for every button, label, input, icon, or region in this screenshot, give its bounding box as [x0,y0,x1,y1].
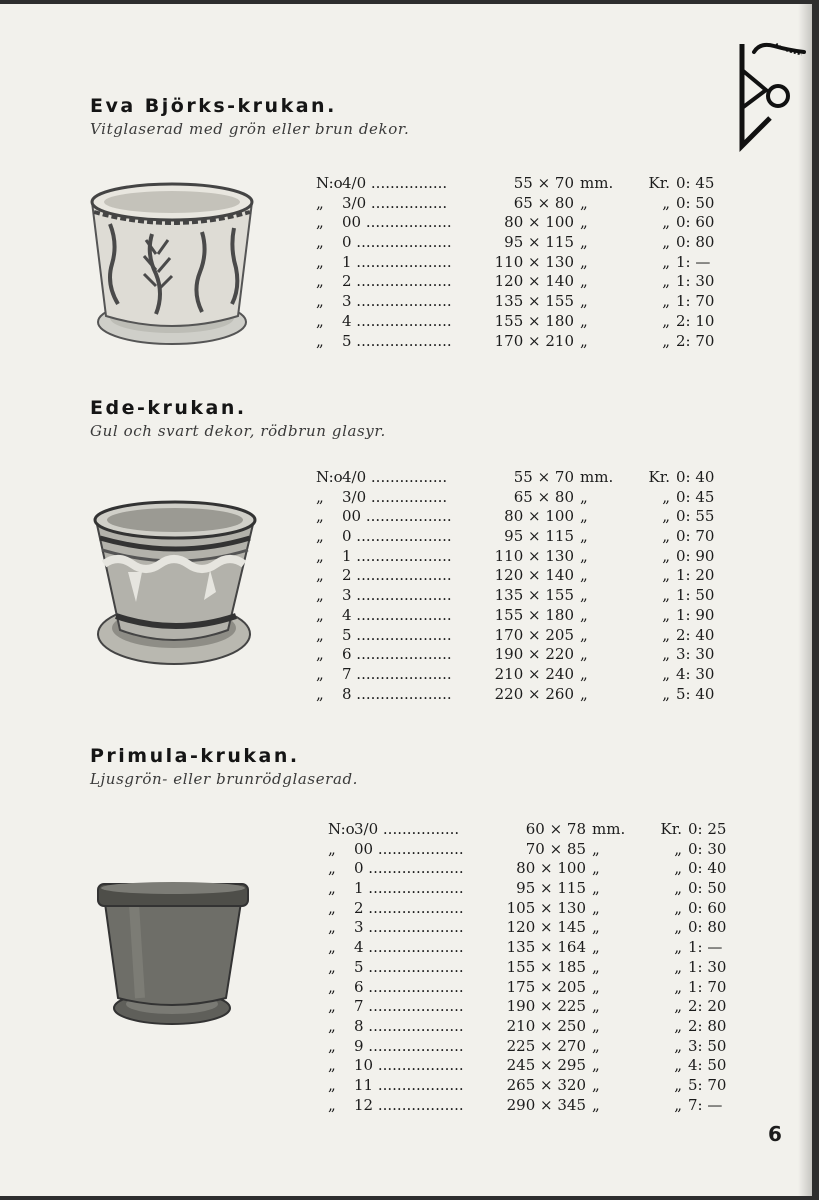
price: 5: 40 [676,684,715,703]
currency: „ [662,213,670,232]
item-number: 3/0 ................ [342,487,448,506]
ditto-mark: „ [316,193,324,212]
price: 7: — [688,1095,723,1114]
dimensions-mm: 60 × 78 [525,820,586,838]
item-number: 1 .................... [354,879,464,898]
dimensions-mm: 190 × 225 [506,997,586,1016]
item-number: 00 .................. [342,213,452,232]
price: 1: 70 [688,977,727,996]
item-number: 0 .................... [342,527,452,546]
price: 0: 80 [676,233,715,252]
unit: „ [580,292,588,311]
item-number: 4 .................... [342,605,452,624]
ditto-mark: „ [328,1036,336,1055]
currency: Kr. [648,468,670,486]
unit: „ [580,546,588,565]
currency: „ [662,566,670,585]
dimensions-mm: 210 × 240 [494,664,574,683]
item-number: 7 .................... [342,664,452,683]
ditto-mark: „ [328,879,336,898]
ditto-mark: „ [316,233,324,252]
dimensions-mm: 65 × 80 [513,193,574,212]
unit: „ [592,918,600,937]
dimensions-mm: 110 × 130 [494,252,574,271]
item-number: 0 .................... [342,233,452,252]
item-number: 00 .................. [342,507,452,526]
ditto-mark: „ [328,1075,336,1094]
section-title: Ede-krukan. [90,397,247,419]
ditto-mark: „ [316,292,324,311]
dimensions-mm: 55 × 70 [513,468,574,486]
ditto-mark: „ [328,898,336,917]
section-subtitle: Ljusgrön- eller brunrödglaserad. [90,770,359,788]
price: 2: 10 [676,311,715,330]
unit: „ [592,1056,600,1075]
item-number: 00 .................. [354,839,464,858]
unit: „ [580,527,588,546]
price: 0: 45 [676,487,715,506]
ditto-mark: N:o [316,174,343,192]
ditto-mark: „ [316,507,324,526]
catalog-page [0,4,812,1196]
ditto-mark: „ [316,311,324,330]
item-number: 4 .................... [354,938,464,957]
price: 4: 30 [676,664,715,683]
dimensions-mm: 135 × 155 [494,292,574,311]
dimensions-mm: 135 × 164 [506,938,586,957]
price: 1: 70 [676,292,715,311]
currency: „ [674,918,682,937]
currency: „ [662,586,670,605]
ditto-mark: „ [328,859,336,878]
price: 0: 50 [676,193,715,212]
currency: „ [662,233,670,252]
unit: „ [580,684,588,703]
unit: „ [580,645,588,664]
ditto-mark: „ [328,938,336,957]
dimensions-mm: 120 × 145 [506,918,586,937]
ditto-mark: „ [316,566,324,585]
unit: „ [580,272,588,291]
ditto-mark: „ [316,272,324,291]
price: 0: 45 [676,174,715,192]
item-number: 10 .................. [354,1056,464,1075]
price: 0: 25 [688,820,727,838]
unit: „ [580,605,588,624]
unit: „ [592,938,600,957]
dimensions-mm: 110 × 130 [494,546,574,565]
item-number: 3 .................... [354,918,464,937]
unit: „ [592,997,600,1016]
item-number: 5 .................... [342,625,452,644]
ditto-mark: „ [316,645,324,664]
section-title: Primula-krukan. [90,745,300,767]
price: 1: — [676,252,711,271]
currency: „ [674,879,682,898]
item-number: 1 .................... [342,252,452,271]
price: 2: 20 [688,997,727,1016]
currency: „ [674,839,682,858]
unit: „ [580,311,588,330]
unit: „ [580,331,588,350]
dimensions-mm: 65 × 80 [513,487,574,506]
item-number: 7 .................... [354,997,464,1016]
unit: „ [592,898,600,917]
dimensions-mm: 190 × 220 [494,645,574,664]
price: 0: 40 [676,468,715,486]
unit: „ [580,664,588,683]
ditto-mark: „ [316,487,324,506]
section-subtitle: Gul och svart dekor, rödbrun glasyr. [90,422,386,440]
ditto-mark: „ [316,331,324,350]
dimensions-mm: 95 × 115 [516,879,586,898]
price: 2: 80 [688,1016,727,1035]
ede-pot-image [90,494,262,670]
unit: „ [580,233,588,252]
unit: mm. [580,468,614,486]
price: 1: 50 [676,586,715,605]
section-eva-bjorks-krukan [90,94,790,140]
ditto-mark: „ [316,586,324,605]
dimensions-mm: 80 × 100 [504,507,574,526]
price: 2: 70 [676,331,715,350]
item-number: 3/0 ................ [354,820,460,838]
item-number: 0 .................... [354,859,464,878]
dimensions-mm: 135 × 155 [494,586,574,605]
ditto-mark: N:o [328,820,355,838]
price: 1: 90 [676,605,715,624]
item-number: 5 .................... [354,957,464,976]
dimensions-mm: 70 × 85 [525,839,586,858]
unit: „ [580,252,588,271]
item-number: 2 .................... [354,898,464,917]
dimensions-mm: 80 × 100 [516,859,586,878]
dimensions-mm: 155 × 180 [494,605,574,624]
currency: Kr. [648,174,670,192]
price: 1: 20 [676,566,715,585]
currency: „ [662,684,670,703]
dimensions-mm: 105 × 130 [506,898,586,917]
dimensions-mm: 175 × 205 [506,977,586,996]
currency: „ [674,938,682,957]
eva-bjorks-pot-image [86,174,256,350]
dimensions-mm: 225 × 270 [506,1036,586,1055]
currency: „ [662,252,670,271]
ditto-mark: „ [316,684,324,703]
price: 4: 50 [688,1056,727,1075]
item-number: 3 .................... [342,292,452,311]
item-number: 9 .................... [354,1036,464,1055]
dimensions-mm: 155 × 180 [494,311,574,330]
ditto-mark: „ [328,1016,336,1035]
ditto-mark: „ [316,664,324,683]
currency: „ [674,859,682,878]
currency: „ [662,546,670,565]
ditto-mark: „ [328,997,336,1016]
ditto-mark: „ [328,839,336,858]
currency: „ [674,977,682,996]
currency: „ [662,507,670,526]
item-number: 11 .................. [354,1075,464,1094]
unit: mm. [592,820,626,838]
item-number: 6 .................... [342,645,452,664]
item-number: 6 .................... [354,977,464,996]
currency: „ [662,311,670,330]
ditto-mark: „ [316,527,324,546]
unit: „ [592,1036,600,1055]
unit: „ [592,1095,600,1114]
price: 0: 30 [688,839,727,858]
dimensions-mm: 95 × 115 [504,527,574,546]
dimensions-mm: 155 × 185 [506,957,586,976]
unit: „ [592,1016,600,1035]
currency: „ [662,292,670,311]
unit: „ [592,859,600,878]
price: 0: 55 [676,507,715,526]
page-number: 6 [768,1122,782,1146]
price: 1: 30 [676,272,715,291]
unit: „ [592,957,600,976]
currency: „ [674,898,682,917]
currency: „ [662,487,670,506]
unit: mm. [580,174,614,192]
currency: „ [674,1016,682,1035]
item-number: 4/0 ................ [342,174,448,192]
price: 0: 70 [676,527,715,546]
item-number: 2 .................... [342,272,452,291]
ditto-mark: „ [328,977,336,996]
ditto-mark: „ [316,546,324,565]
unit: „ [580,507,588,526]
page-edge-shadow [798,4,812,1196]
currency: „ [674,1095,682,1114]
currency: „ [674,1056,682,1075]
dimensions-mm: 55 × 70 [513,174,574,192]
ditto-mark: „ [328,918,336,937]
unit: „ [592,1075,600,1094]
dimensions-mm: 120 × 140 [494,272,574,291]
dimensions-mm: 170 × 205 [494,625,574,644]
unit: „ [580,213,588,232]
dimensions-mm: 170 × 210 [494,331,574,350]
price: 0: 50 [688,879,727,898]
item-number: 8 .................... [342,684,452,703]
currency: „ [662,645,670,664]
section-subtitle: Vitglaserad med grön eller brun dekor. [90,120,410,138]
price: 3: 30 [676,645,715,664]
ditto-mark: „ [328,1095,336,1114]
dimensions-mm: 80 × 100 [504,213,574,232]
currency: „ [662,664,670,683]
dimensions-mm: 265 × 320 [506,1075,586,1094]
price: 3: 50 [688,1036,727,1055]
dimensions-mm: 120 × 140 [494,566,574,585]
currency: „ [662,527,670,546]
unit: „ [580,586,588,605]
currency: „ [662,625,670,644]
currency: „ [662,272,670,291]
unit: „ [592,879,600,898]
item-number: 4 .................... [342,311,452,330]
price: 0: 60 [688,898,727,917]
currency: „ [674,997,682,1016]
item-number: 1 .................... [342,546,452,565]
price: 5: 70 [688,1075,727,1094]
ditto-mark: „ [316,252,324,271]
price: 0: 80 [688,918,727,937]
dimensions-mm: 290 × 345 [506,1095,586,1114]
dimensions-mm: 95 × 115 [504,233,574,252]
currency: „ [662,193,670,212]
unit: „ [592,977,600,996]
ditto-mark: „ [328,957,336,976]
item-number: 2 .................... [342,566,452,585]
price: 0: 40 [688,859,727,878]
dimensions-mm: 210 × 250 [506,1016,586,1035]
item-number: 4/0 ................ [342,468,448,486]
section-ede-krukan [90,396,790,442]
unit: „ [580,566,588,585]
unit: „ [580,487,588,506]
unit: „ [592,839,600,858]
currency: „ [674,957,682,976]
currency: „ [674,1075,682,1094]
section-primula-krukan [90,744,790,790]
unit: „ [580,625,588,644]
primula-pot-image [94,874,254,1034]
item-number: 3/0 ................ [342,193,448,212]
price: 1: 30 [688,957,727,976]
currency: „ [674,1036,682,1055]
price: 1: — [688,938,723,957]
currency: „ [662,331,670,350]
price: 0: 60 [676,213,715,232]
section-title: Eva Björks-krukan. [90,95,337,117]
currency: Kr. [660,820,682,838]
ditto-mark: „ [316,213,324,232]
item-number: 12 .................. [354,1095,464,1114]
item-number: 3 .................... [342,586,452,605]
ditto-mark: N:o [316,468,343,486]
unit: „ [580,193,588,212]
price: 2: 40 [676,625,715,644]
dimensions-mm: 245 × 295 [506,1056,586,1075]
ditto-mark: „ [316,605,324,624]
price: 0: 90 [676,546,715,565]
item-number: 5 .................... [342,331,452,350]
ditto-mark: „ [328,1056,336,1075]
dimensions-mm: 220 × 260 [494,684,574,703]
currency: „ [662,605,670,624]
item-number: 8 .................... [354,1016,464,1035]
ditto-mark: „ [316,625,324,644]
